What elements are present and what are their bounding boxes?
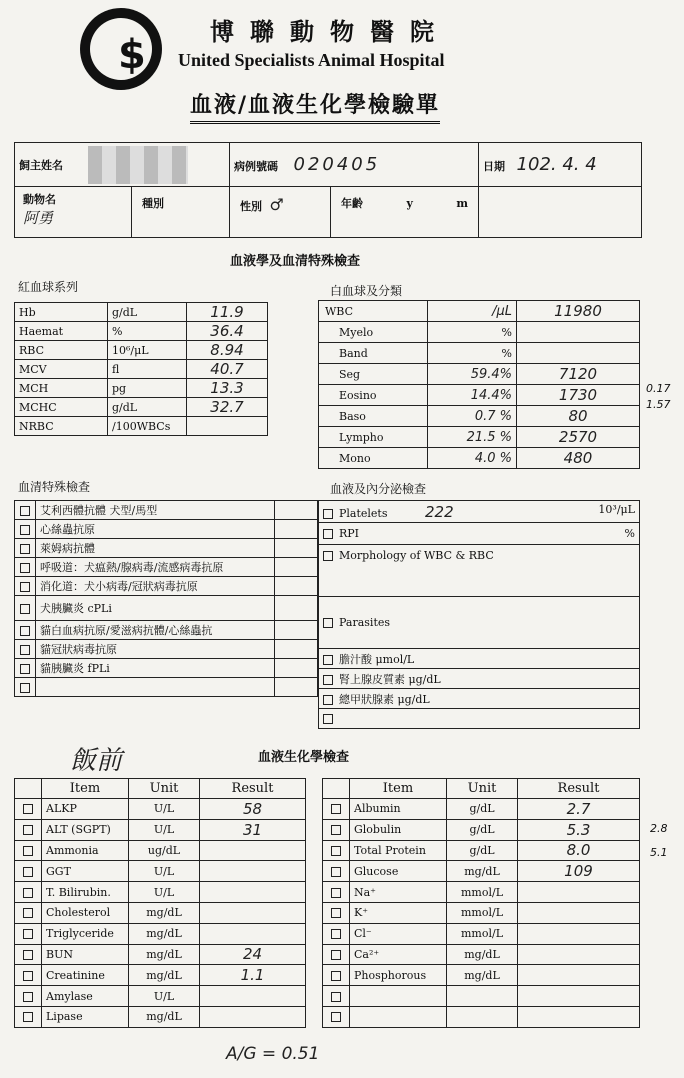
biochem-result[interactable] [200, 1006, 306, 1027]
biochem-checkbox[interactable] [23, 867, 33, 877]
serum-row [15, 621, 318, 640]
biochem-item [350, 986, 447, 1007]
biochem-item: Globulin [350, 819, 447, 840]
biochem-left-row [15, 923, 306, 944]
serum-row [15, 501, 318, 520]
rbc-row [15, 360, 268, 379]
biochem-unit: mg/dL [447, 861, 518, 882]
biochem-result[interactable] [518, 986, 640, 1007]
biochem-checkbox[interactable] [331, 908, 341, 918]
rbc-value[interactable]: 11.9 [187, 303, 268, 322]
owner-label: 飼主姓名 [19, 158, 63, 172]
wbc-percent[interactable]: 14.4% [428, 385, 517, 406]
biochem-unit: U/L [129, 882, 200, 903]
platelets-unit: 10³/μL [598, 502, 635, 516]
rbc-row [15, 341, 268, 360]
serum-item-label: 貓白血病抗原/愛滋病抗體/心絲蟲抗 [36, 621, 275, 640]
biochem-left-row [15, 819, 306, 840]
biochem-item: Albumin [350, 799, 447, 820]
biochem-unit: mmol/L [447, 923, 518, 944]
col-result-right: Result [518, 779, 640, 799]
morphology-label: Morphology of WBC & RBC [339, 549, 494, 562]
rbc-unit: g/dL [108, 398, 187, 417]
rbc-name: MCHC [15, 398, 108, 417]
rbc-value[interactable] [187, 417, 268, 436]
biochem-checkbox[interactable] [23, 929, 33, 939]
animal-label: 動物名 [23, 193, 56, 206]
serum-item-label: 貓冠狀病毒抗原 [36, 640, 275, 659]
serum-table [14, 500, 318, 697]
biochem-unit: mg/dL [447, 944, 518, 965]
serum-result[interactable] [275, 640, 318, 659]
wbc-percent[interactable]: /μL [428, 301, 517, 322]
serum-item-label [36, 678, 275, 697]
biochem-right-row [323, 1006, 640, 1027]
serum-result[interactable] [275, 678, 318, 697]
biochem-item: GGT [42, 861, 129, 882]
serum-item-label: 萊姆病抗體 [36, 539, 275, 558]
serum-title: 血清特殊檢查 [18, 480, 91, 494]
parasites-label: Parasites [339, 616, 391, 629]
serum-checkbox[interactable] [20, 604, 30, 614]
biochem-title: 血液生化學檢查 [258, 750, 350, 765]
biochem-checkbox[interactable] [331, 1012, 341, 1022]
rbc-row [15, 398, 268, 417]
wbc-row [319, 364, 640, 385]
biochem-left-row [15, 902, 306, 923]
sex-value: ♂ [269, 195, 284, 214]
biochem-result[interactable] [518, 944, 640, 965]
rbc-unit: /100WBCs [108, 417, 187, 436]
serum-item-label: 艾利西體抗體 犬型/馬型 [36, 501, 275, 520]
biochem-checkbox[interactable] [23, 950, 33, 960]
serum-row [15, 640, 318, 659]
biochem-left-row [15, 799, 306, 820]
biochem-result[interactable] [518, 1006, 640, 1027]
biochem-unit: g/dL [447, 840, 518, 861]
biochem-left-row [15, 840, 306, 861]
parasites-checkbox[interactable] [323, 618, 333, 628]
age-y: y [406, 197, 413, 210]
biochem-item: Na⁺ [350, 882, 447, 903]
wbc-value[interactable]: 7120 [517, 364, 640, 385]
col-unit-right: Unit [447, 779, 518, 799]
biochem-left-row [15, 944, 306, 965]
wbc-row [319, 343, 640, 364]
biochem-item: Amylase [42, 986, 129, 1007]
wbc-row [319, 322, 640, 343]
biochem-item: Glucose [350, 861, 447, 882]
biochem-unit: mg/dL [129, 944, 200, 965]
thyroid-checkbox[interactable] [323, 695, 333, 705]
wbc-title: 白血球及分類 [330, 284, 403, 298]
wbc-name: Eosino [319, 385, 428, 406]
rbc-unit: % [108, 322, 187, 341]
biochem-unit: U/L [129, 986, 200, 1007]
biochem-unit: mmol/L [447, 902, 518, 923]
biochem-unit: mg/dL [129, 1006, 200, 1027]
wbc-name: Baso [319, 406, 428, 427]
case-label: 病例號碼 [234, 160, 278, 173]
biochem-result[interactable] [200, 923, 306, 944]
biochem-right-row [323, 965, 640, 986]
biochem-item: ALT (SGPT) [42, 819, 129, 840]
serum-item-label: 犬胰臟炎 cPLi [36, 596, 275, 621]
biochem-result[interactable] [200, 840, 306, 861]
wbc-name: Mono [319, 448, 428, 469]
platelets-value: 222 [425, 502, 454, 521]
biochem-checkbox[interactable] [23, 846, 33, 856]
biochem-left-row [15, 1006, 306, 1027]
serum-item-label: 消化道：犬小病毒/冠狀病毒抗原 [36, 577, 275, 596]
wbc-margin-note-2: 1.57 [646, 398, 671, 411]
col-result-left: Result [200, 779, 306, 799]
biochem-result[interactable] [200, 986, 306, 1007]
biochem-unit: mg/dL [129, 965, 200, 986]
biochem-unit: g/dL [447, 799, 518, 820]
serum-row [15, 520, 318, 539]
biochem-result[interactable] [518, 902, 640, 923]
biochem-checkbox[interactable] [331, 950, 341, 960]
serum-row [15, 659, 318, 678]
serum-checkbox[interactable] [20, 683, 30, 693]
serum-row [15, 596, 318, 621]
biochem-checkbox[interactable] [331, 888, 341, 898]
serum-row [15, 678, 318, 697]
biochem-left-row [15, 882, 306, 903]
wbc-value[interactable] [517, 343, 640, 364]
biochem-item: Creatinine [42, 965, 129, 986]
biochem-unit: U/L [129, 819, 200, 840]
rbc-row [15, 379, 268, 398]
case-value: 020405 [293, 154, 381, 175]
biochem-checkbox[interactable] [331, 971, 341, 981]
biochem-unit: mg/dL [447, 965, 518, 986]
biochem-right-row [323, 986, 640, 1007]
serum-result[interactable] [275, 501, 318, 520]
biochem-result[interactable]: 24 [200, 944, 306, 965]
biochem-result[interactable]: 109 [518, 861, 640, 882]
wbc-percent[interactable]: % [428, 322, 517, 343]
serum-checkbox[interactable] [20, 506, 30, 516]
biochem-result[interactable]: 8.0 [518, 840, 640, 861]
wbc-percent[interactable]: 4.0 % [428, 448, 517, 469]
wbc-value[interactable] [517, 322, 640, 343]
fasting-note: 飯前 [70, 746, 123, 776]
wbc-value[interactable]: 11980 [517, 301, 640, 322]
serum-checkbox[interactable] [20, 664, 30, 674]
biochem-unit: mg/dL [129, 923, 200, 944]
biochem-checkbox[interactable] [331, 804, 341, 814]
wbc-row [319, 385, 640, 406]
serum-result[interactable] [275, 539, 318, 558]
biochem-result[interactable] [200, 882, 306, 903]
biochem-result[interactable]: 31 [200, 819, 306, 840]
serum-checkbox[interactable] [20, 563, 30, 573]
redacted-owner-name [88, 146, 188, 184]
rbc-unit: pg [108, 379, 187, 398]
hematology-title: 血液學及血清特殊檢查 [230, 254, 361, 269]
biochem-checkbox[interactable] [23, 971, 33, 981]
biochem-result[interactable]: 2.7 [518, 799, 640, 820]
wbc-name: Lympho [319, 427, 428, 448]
wbc-row [319, 301, 640, 322]
serum-result[interactable] [275, 596, 318, 621]
ag-ratio-note: A/G = 0.51 [226, 1044, 320, 1064]
biochem-item: Lipase [42, 1006, 129, 1027]
wbc-value[interactable]: 480 [517, 448, 640, 469]
biochem-right-row [323, 902, 640, 923]
serum-row [15, 577, 318, 596]
rbc-name: MCV [15, 360, 108, 379]
age-label: 年齡 [341, 197, 363, 210]
biochem-checkbox[interactable] [23, 992, 33, 1002]
biochem-checkbox[interactable] [331, 992, 341, 1002]
rbc-value[interactable]: 8.94 [187, 341, 268, 360]
biochem-item: K⁺ [350, 902, 447, 923]
thyroid-label: 總甲狀腺素 μg/dL [339, 692, 430, 706]
serum-result[interactable] [275, 621, 318, 640]
hospital-name-zh: 博聯動物醫院 [210, 17, 450, 46]
biochem-item: ALKP [42, 799, 129, 820]
cortisol-checkbox[interactable] [323, 675, 333, 685]
col-item-left: Item [42, 779, 129, 799]
rbc-name: Haemat [15, 322, 108, 341]
serum-result[interactable] [275, 520, 318, 539]
rpi-unit: % [624, 527, 635, 540]
rbc-row [15, 303, 268, 322]
rbc-unit: fl [108, 360, 187, 379]
serum-item-label: 呼吸道：犬瘟熱/腺病毒/流感病毒抗原 [36, 558, 275, 577]
biochem-right-row [323, 944, 640, 965]
bile-acid-checkbox[interactable] [323, 655, 333, 665]
biochem-result[interactable]: 58 [200, 799, 306, 820]
rbc-name: NRBC [15, 417, 108, 436]
wbc-name: Band [319, 343, 428, 364]
biochem-left-table [14, 778, 306, 1028]
biochem-left-row [15, 965, 306, 986]
wbc-row [319, 448, 640, 469]
hospital-name-en: United Specialists Animal Hospital [178, 50, 445, 70]
biochem-unit: U/L [129, 799, 200, 820]
rbc-row [15, 417, 268, 436]
wbc-value[interactable]: 1730 [517, 385, 640, 406]
biochem-left-row [15, 986, 306, 1007]
biochem-unit: U/L [129, 861, 200, 882]
rbc-value[interactable]: 36.4 [187, 322, 268, 341]
rbc-name: Hb [15, 303, 108, 322]
biochem-item: Cl⁻ [350, 923, 447, 944]
biochem-right-row [323, 799, 640, 820]
biochem-checkbox[interactable] [23, 908, 33, 918]
biochem-unit: mmol/L [447, 882, 518, 903]
rbc-name: MCH [15, 379, 108, 398]
col-unit-left: Unit [129, 779, 200, 799]
wbc-percent[interactable]: 0.7 % [428, 406, 517, 427]
biochem-checkbox[interactable] [331, 846, 341, 856]
rbc-unit: 10⁶/μL [108, 341, 187, 360]
col-item-right: Item [350, 779, 447, 799]
serum-result[interactable] [275, 659, 318, 678]
biochem-result[interactable] [200, 902, 306, 923]
serum-result[interactable] [275, 577, 318, 596]
rbc-row [15, 322, 268, 341]
biochem-checkbox[interactable] [23, 888, 33, 898]
biochem-unit: g/dL [447, 819, 518, 840]
biochem-result[interactable]: 1.1 [200, 965, 306, 986]
wbc-name: Seg [319, 364, 428, 385]
biochem-checkbox[interactable] [331, 867, 341, 877]
wbc-row [319, 406, 640, 427]
morphology-checkbox[interactable] [323, 551, 333, 561]
endocrine-table [318, 500, 640, 729]
wbc-value[interactable]: 80 [517, 406, 640, 427]
wbc-percent[interactable]: 59.4% [428, 364, 517, 385]
rbc-table [14, 302, 268, 436]
rbc-title: 紅血球系列 [18, 280, 79, 294]
rbc-value[interactable]: 40.7 [187, 360, 268, 379]
date-label: 日期 [483, 160, 506, 173]
biochem-unit [447, 1006, 518, 1027]
biochem-margin-note-1: 2.8 [650, 822, 668, 835]
date-value: 102. 4. 4 [516, 154, 597, 175]
biochem-margin-note-2: 5.1 [650, 846, 668, 859]
rbc-value[interactable]: 32.7 [187, 398, 268, 417]
biochem-right-row [323, 840, 640, 861]
platelets-checkbox[interactable] [323, 509, 333, 519]
endocrine-blank-checkbox[interactable] [323, 714, 333, 724]
form-title: 血液/血液生化學檢驗單 [190, 88, 440, 124]
biochem-right-row [323, 923, 640, 944]
biochem-right-row [323, 882, 640, 903]
sex-label: 性別 [240, 200, 262, 213]
biochem-item: Triglyceride [42, 923, 129, 944]
biochem-item: Ammonia [42, 840, 129, 861]
biochem-result[interactable]: 5.3 [518, 819, 640, 840]
serum-checkbox[interactable] [20, 582, 30, 592]
serum-checkbox[interactable] [20, 626, 30, 636]
wbc-name: Myelo [319, 322, 428, 343]
platelets-label: Platelets [339, 506, 388, 520]
biochem-item: Total Protein [350, 840, 447, 861]
wbc-name: WBC [319, 301, 428, 322]
hospital-logo-icon: $ [80, 8, 162, 90]
biochem-checkbox[interactable] [23, 804, 33, 814]
animal-value: 阿勇 [23, 209, 54, 227]
wbc-percent[interactable]: 21.5 % [428, 427, 517, 448]
biochem-right-row [323, 861, 640, 882]
biochem-unit: mg/dL [129, 902, 200, 923]
biochem-item [350, 1006, 447, 1027]
serum-checkbox[interactable] [20, 525, 30, 535]
biochem-result[interactable] [518, 923, 640, 944]
rpi-label: RPI [339, 527, 360, 540]
wbc-value[interactable]: 2570 [517, 427, 640, 448]
biochem-result[interactable] [518, 882, 640, 903]
rbc-name: RBC [15, 341, 108, 360]
wbc-margin-note-1: 0.17 [646, 382, 671, 395]
biochem-checkbox[interactable] [23, 825, 33, 835]
endocrine-title: 血液及內分泌檢查 [330, 482, 427, 496]
biochem-item: Ca²⁺ [350, 944, 447, 965]
biochem-left-row [15, 861, 306, 882]
biochem-item: Cholesterol [42, 902, 129, 923]
serum-item-label: 貓胰臟炎 fPLi [36, 659, 275, 678]
biochem-checkbox[interactable] [331, 929, 341, 939]
biochem-result[interactable] [518, 965, 640, 986]
wbc-row [319, 427, 640, 448]
biochem-result[interactable] [200, 861, 306, 882]
rbc-unit: g/dL [108, 303, 187, 322]
biochem-right-row [323, 819, 640, 840]
serum-checkbox[interactable] [20, 645, 30, 655]
serum-row [15, 539, 318, 558]
biochem-right-table [322, 778, 640, 1028]
biochem-checkbox[interactable] [331, 825, 341, 835]
biochem-checkbox[interactable] [23, 1012, 33, 1022]
biochem-item: T. Bilirubin. [42, 882, 129, 903]
serum-item-label: 心絲蟲抗原 [36, 520, 275, 539]
species-label: 種別 [142, 197, 164, 210]
serum-row [15, 558, 318, 577]
wbc-table [318, 300, 640, 469]
age-m: m [456, 197, 469, 210]
biochem-item: BUN [42, 944, 129, 965]
biochem-unit: ug/dL [129, 840, 200, 861]
serum-result[interactable] [275, 558, 318, 577]
biochem-unit [447, 986, 518, 1007]
rbc-value[interactable]: 13.3 [187, 379, 268, 398]
bile-acid-label: 膽汁酸 μmol/L [339, 652, 415, 666]
biochem-item: Phosphorous [350, 965, 447, 986]
serum-checkbox[interactable] [20, 544, 30, 554]
rpi-checkbox[interactable] [323, 529, 333, 539]
cortisol-label: 腎上腺皮質素 μg/dL [339, 672, 441, 686]
wbc-percent[interactable]: % [428, 343, 517, 364]
